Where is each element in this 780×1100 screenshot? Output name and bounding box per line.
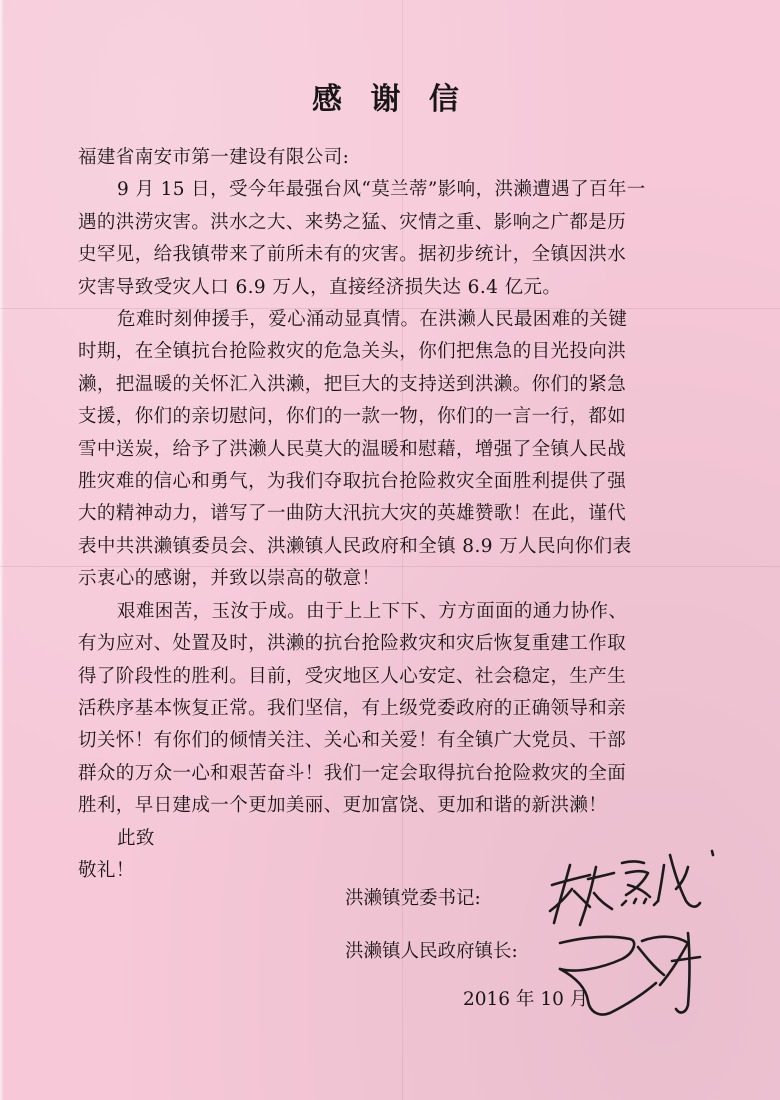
text-line: 时期，在全镇抗台抢险救灾的危急关头，你们把焦急的目光投向洪: [78, 341, 627, 363]
letter-date: 2016 年 10 月: [463, 989, 589, 1010]
closing-regards: 敬礼！: [78, 859, 135, 881]
signature-stroke: [638, 947, 664, 975]
text-line: 群众的万众一心和艰苦奋斗！我们一定会取得抗台抢险救灾的全面: [78, 762, 627, 784]
signature-stroke: [712, 851, 713, 855]
text-line: 9 月 15 日，受今年最强台风“莫兰蒂”影响，洪濑遭遇了百年一: [117, 179, 646, 201]
signature-stroke: [672, 957, 700, 961]
party-secretary-label: 洪濑镇党委书记:: [345, 888, 481, 909]
signature-stroke: [622, 862, 644, 864]
text-line: 灾害导致受灾人口 6.9 万人，直接经济损失达 6.4 亿元。: [78, 276, 562, 298]
signature-stroke: [560, 937, 634, 971]
text-line: 切关怀！有你们的倾情关注、关心和关爱！有全镇广大党员、干部: [78, 730, 627, 752]
text-line: 濑，把温暖的关怀汇入洪濑，把巨大的支持送到洪濑。你们的紧急: [78, 373, 627, 395]
signature-stroke: [670, 855, 700, 907]
signature-stroke: [594, 893, 612, 909]
paper-edge: [0, 0, 4, 1100]
paragraph-3: [78, 596, 688, 823]
text-line: 遇的洪涝灾害。洪水之大、来势之猛、灾情之重、影响之广都是历: [78, 211, 627, 233]
signature-stroke: [550, 889, 572, 911]
letter-title: 感 谢 信: [312, 82, 468, 117]
signature-stroke: [560, 969, 656, 1015]
text-line: 胜灾难的信心和勇气，为我们夺取抗台抢险救灾全面胜利提供了强: [78, 471, 627, 493]
letter-body: [78, 142, 688, 887]
paragraph-1: [78, 174, 688, 304]
closing-salutation: 此致: [117, 827, 155, 849]
text-line: 大的精神动力，谱写了一曲防大汛抗大灾的英雄赞歌！在此，谨代: [78, 503, 627, 525]
text-line: 危难时刻伸援手，爱心涌动显真情。在洪濑人民最困难的关键: [117, 309, 628, 331]
text-line: 表中共洪濑镇委员会、洪濑镇人民政府和全镇 8.9 万人民向你们表: [78, 535, 632, 557]
signature-stroke: [552, 875, 590, 885]
text-line: 史罕见，给我镇带来了前所未有的灾害。据初步统计，全镇因洪水: [78, 244, 627, 266]
text-line: 得了阶段性的胜利。目前，受灾地区人心安定、社会稳定，生产生: [78, 665, 627, 687]
paragraph-2: [78, 304, 688, 596]
handwritten-signatures: [530, 845, 715, 1020]
text-line: 有为应对、处置及时，洪濑的抗台抢险救灾和灾后恢复重建工作取: [78, 633, 627, 655]
signature-stroke: [622, 899, 658, 905]
signature-stroke: [658, 865, 664, 901]
text-line: 示衷心的感谢，并致以崇高的敬意！: [78, 568, 381, 590]
recipient: 福建省南安市第一建设有限公司:: [78, 147, 350, 168]
text-line: 活秩序基本恢复正常。我们坚信，有上级党委政府的正确领导和亲: [78, 697, 627, 719]
text-line: 支援，你们的亲切慰问，你们的一款一物，你们的一言一行，都如: [78, 406, 627, 428]
signature-stroke: [588, 873, 614, 879]
mayor-label: 洪濑镇人民政府镇长:: [345, 941, 518, 962]
text-line: 雪中送炭，给予了洪濑人民莫大的温暖和慰藉，增强了全镇人民战: [78, 438, 627, 460]
text-line: 艰难困苦，玉汝于成。由于上上下下、方方面面的通力协作、: [117, 600, 628, 622]
text-line: 胜利，早日建成一个更加美丽、更加富饶、更加和谐的新洪濑！: [78, 795, 608, 817]
